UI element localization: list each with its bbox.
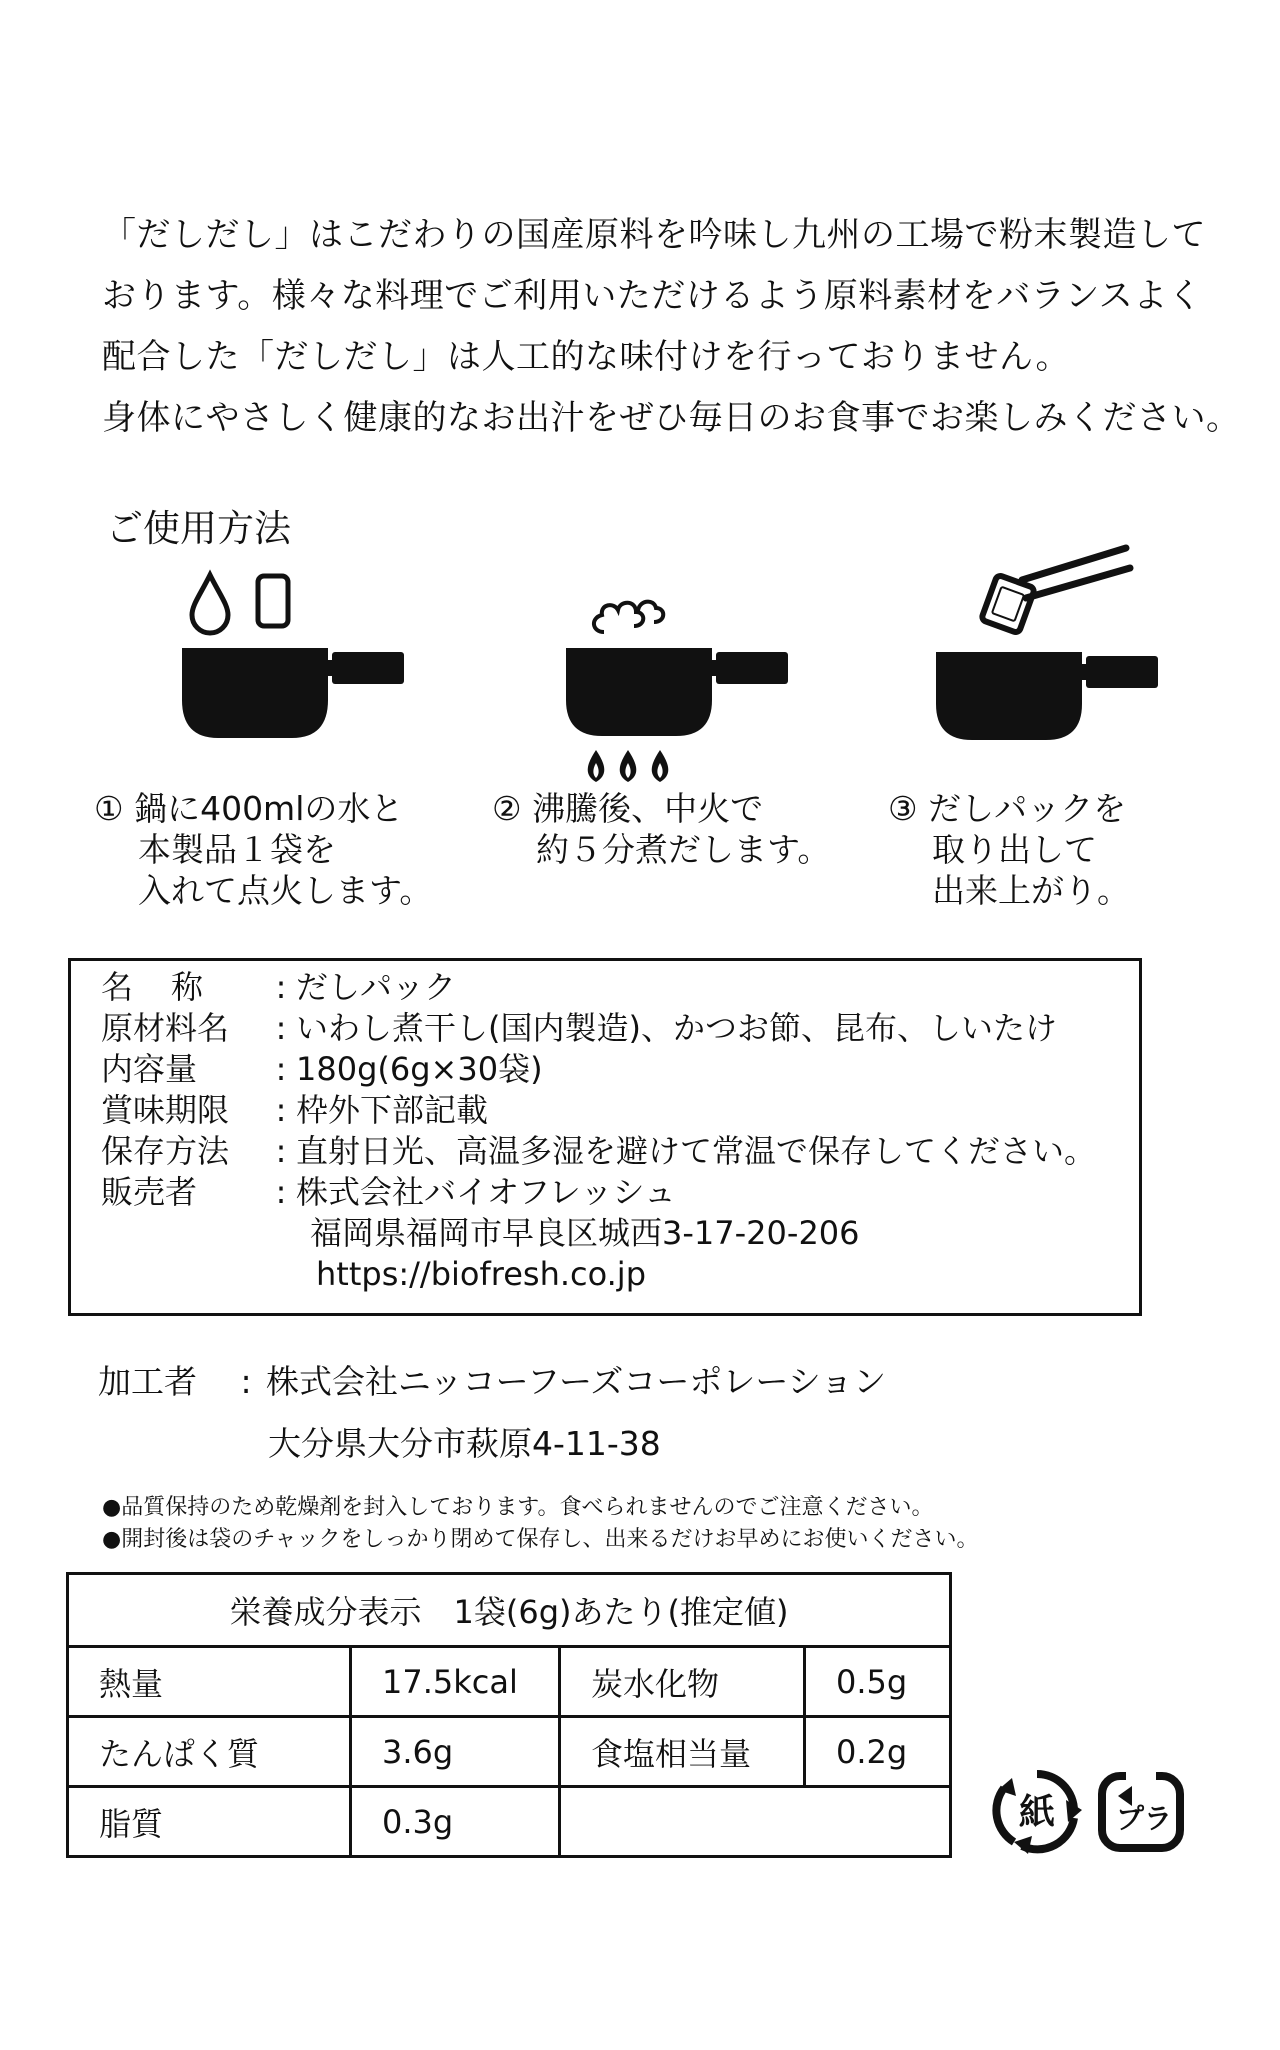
table-row — [68, 1647, 951, 1717]
step-line: ② 沸騰後、中火で — [492, 789, 764, 828]
info-separator: : — [275, 1091, 287, 1129]
nutrient-value: 0.5g — [805, 1647, 951, 1717]
step-line: 約５分煮だします。 — [536, 830, 831, 869]
info-separator: : — [275, 1173, 287, 1211]
notes — [102, 1492, 979, 1556]
info-row-storage — [101, 1131, 1096, 1171]
intro-paragraph — [102, 205, 1241, 449]
info-separator: : — [275, 968, 287, 1006]
nutrient-value: 3.6g — [351, 1717, 560, 1787]
pot-water-pack-icon — [170, 560, 430, 820]
plastic-recycle-label: プラ — [1115, 1802, 1173, 1835]
note-item: ●開封後は袋のチャックをしっかり閉めて保存し、出来るだけお早めにお使いください。 — [102, 1527, 979, 1552]
step-line: ③ だしパックを — [888, 789, 1127, 828]
step-3-text — [888, 788, 1130, 911]
plastic-recycle-icon — [1096, 1766, 1186, 1856]
processor-name: 株式会社ニッコーフーズコーポレーション — [266, 1362, 887, 1401]
nutrient-value: 0.2g — [805, 1717, 951, 1787]
step-line: 出来上がり。 — [932, 871, 1130, 910]
nutrient-value: 0.3g — [351, 1787, 560, 1857]
info-label: 名称 — [101, 968, 242, 1006]
info-row-content — [101, 1049, 543, 1089]
step-1-text — [94, 788, 432, 911]
nutrition-table — [66, 1572, 952, 1858]
info-value: 直射日光、高温多湿を避けて常温で保存してください。 — [296, 1132, 1097, 1170]
step-line: 入れて点火します。 — [138, 871, 433, 910]
step-line: 取り出して — [932, 830, 1097, 869]
processor-label: 加工者 — [98, 1362, 197, 1401]
info-label: 保存方法 — [101, 1132, 230, 1170]
nutrient-label: 熱量 — [68, 1647, 351, 1717]
intro-line: 配合した「だしだし」は人工的な味付けを行っておりません。 — [102, 337, 1071, 377]
info-label: 賞味期限 — [101, 1091, 230, 1129]
processor-separator: : — [240, 1362, 252, 1401]
info-value: だしパック — [296, 968, 457, 1006]
seller-url: https://biofresh.co.jp — [316, 1255, 646, 1293]
usage-title: ご使用方法 — [106, 507, 291, 550]
info-row-seller — [101, 1172, 676, 1212]
paper-recycle-icon — [992, 1766, 1082, 1856]
empty-cell — [560, 1787, 951, 1857]
info-label: 原材料名 — [101, 1009, 230, 1047]
info-value: 株式会社バイオフレッシュ — [296, 1173, 676, 1211]
pot-boiling-icon — [556, 560, 816, 820]
processor-address: 大分県大分市萩原4-11-38 — [268, 1424, 661, 1463]
note-item: ●品質保持のため乾燥剤を封入しております。食べられませんのでご注意ください。 — [102, 1495, 934, 1520]
nutrient-value: 17.5kcal — [351, 1647, 560, 1717]
info-value: いわし煮干し(国内製造)、かつお節、昆布、しいたけ — [296, 1009, 1057, 1047]
info-separator: : — [275, 1050, 287, 1088]
intro-line: おります。様々な料理でご利用いただけるよう原料素材をバランスよく — [102, 276, 1203, 316]
info-separator: : — [275, 1132, 287, 1170]
step-2-text — [492, 788, 830, 870]
info-separator: : — [275, 1009, 287, 1047]
intro-line: 「だしだし」はこだわりの国産原料を吟味し九州の工場で粉末製造して — [102, 215, 1206, 255]
intro-line: 身体にやさしく健康的なお出汁をぜひ毎日のお食事でお楽しみください。 — [102, 398, 1241, 438]
pot-tongs-pack-icon — [930, 540, 1190, 800]
info-row-best-before — [101, 1090, 488, 1130]
info-row-name — [101, 967, 456, 1007]
processor-row — [98, 1356, 886, 1403]
info-value: 180g(6g×30袋) — [296, 1050, 543, 1088]
step-line: ① 鍋に400mlの水と — [94, 789, 404, 828]
info-value: 枠外下部記載 — [296, 1091, 489, 1129]
info-label: 内容量 — [101, 1050, 198, 1088]
info-row-ingredients — [101, 1008, 1057, 1048]
step-line: 本製品１袋を — [138, 830, 336, 869]
product-info-box — [68, 958, 1142, 1316]
nutrient-label: 食塩相当量 — [560, 1717, 805, 1787]
paper-recycle-label: 紙 — [1018, 1792, 1056, 1833]
nutrient-label: 脂質 — [68, 1787, 351, 1857]
table-row — [68, 1787, 951, 1857]
nutrient-label: 炭水化物 — [560, 1647, 805, 1717]
nutrient-label: たんぱく質 — [68, 1717, 351, 1787]
seller-address: 福岡県福岡市早良区城西3-17-20-206 — [310, 1214, 860, 1252]
nutrition-title: 栄養成分表示 1袋(6g)あたり(推定値) — [68, 1574, 951, 1647]
info-label: 販売者 — [101, 1173, 198, 1211]
table-row — [68, 1717, 951, 1787]
